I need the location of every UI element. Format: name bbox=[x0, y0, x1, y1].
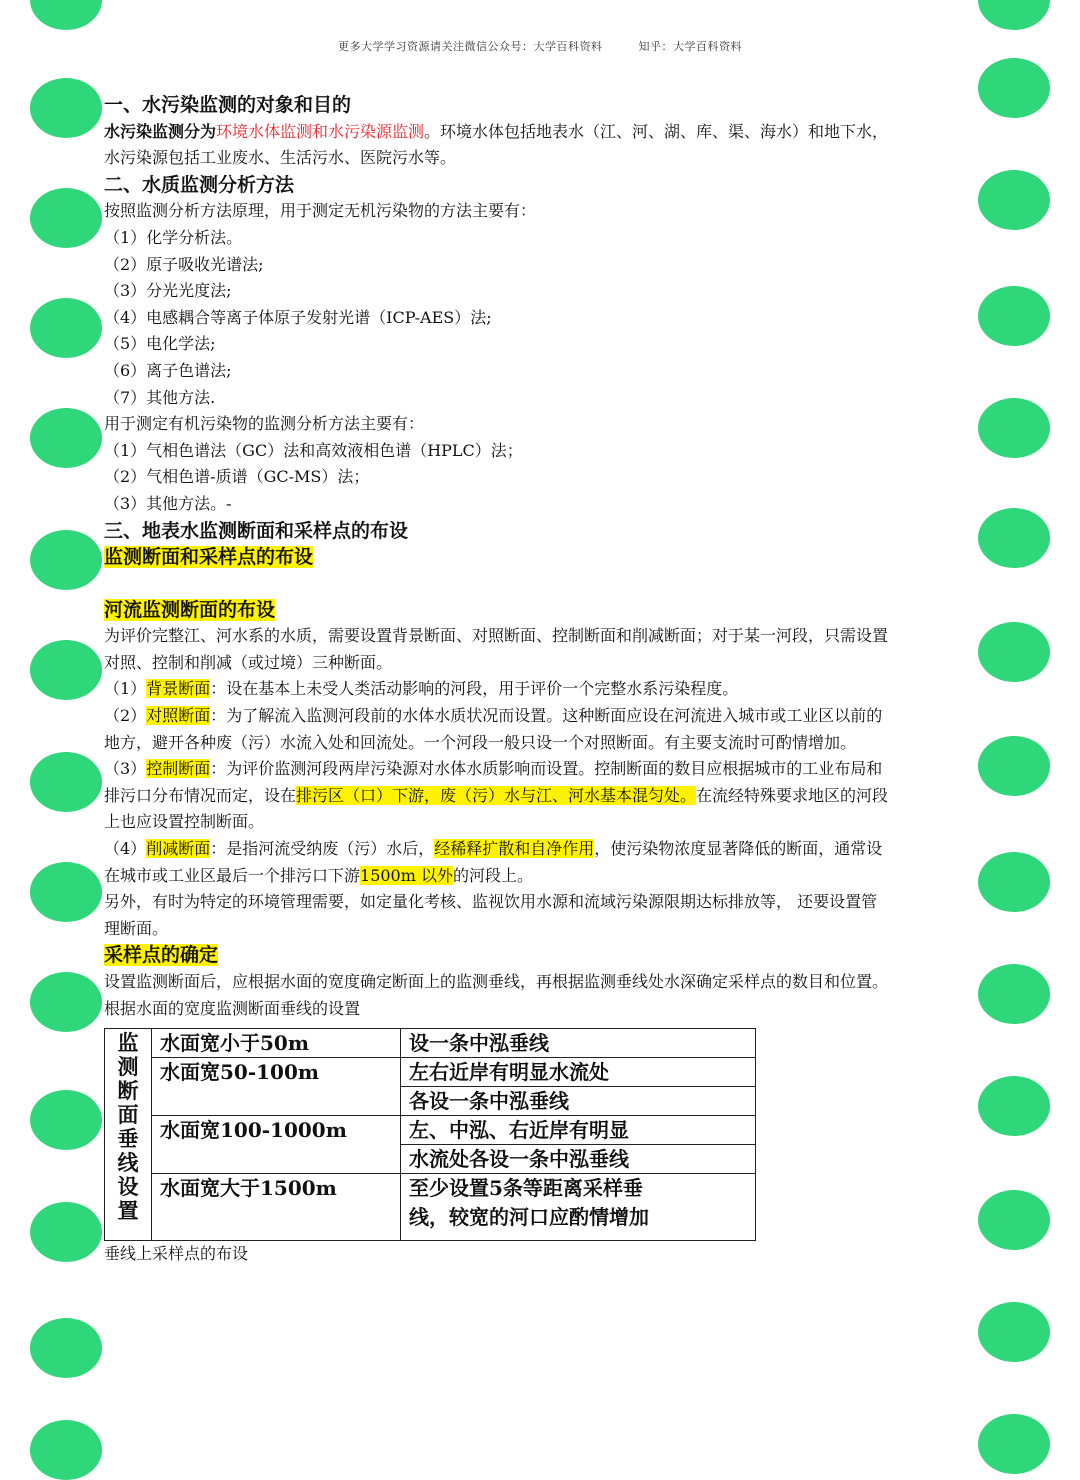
ring-dot-left bbox=[30, 1202, 102, 1262]
inorganic-item: （5）电化学法; bbox=[104, 334, 216, 354]
inorganic-item: （2）原子吸收光谱法; bbox=[104, 254, 264, 274]
ring-dot-right bbox=[978, 1302, 1050, 1362]
ring-dot-right bbox=[978, 964, 1050, 1024]
section-3-title: 三、地表水监测断面和采样点的布设 bbox=[104, 519, 409, 542]
p1-rest: 。环境水体包括地表水（江、河、湖、库、渠、海水）和地下水， bbox=[424, 121, 889, 141]
ring-dot-left bbox=[30, 1420, 102, 1480]
ring-dot-left bbox=[30, 972, 102, 1032]
subheading-sampling bbox=[104, 942, 976, 969]
item-text-line bbox=[104, 863, 976, 890]
ring-dot-right bbox=[978, 58, 1050, 118]
ring-dot-right bbox=[978, 286, 1050, 346]
subheading-river bbox=[104, 597, 976, 624]
highlight: 排污区（口）下游，废（污）水与江、河水基本混匀处。 bbox=[296, 785, 697, 805]
table-cell-rule: 线，较宽的河口应酌情增加 bbox=[401, 1203, 756, 1241]
item-text-line bbox=[104, 783, 976, 810]
ring-dot-right bbox=[978, 0, 1050, 30]
inorganic-item: （7）其他方法. bbox=[104, 387, 216, 407]
item-text: ：为评价监测河段两岸污染源对水体水质影响而设置。控制断面的数目应根据城市的工业布局和 bbox=[210, 759, 883, 779]
table-cell-rule: 各设一条中泓垂线 bbox=[401, 1087, 756, 1116]
header-char: 设 bbox=[117, 1174, 139, 1200]
ring-dot-right bbox=[978, 736, 1050, 796]
highlight: 对照断面 bbox=[146, 706, 211, 726]
ring-dot-right bbox=[978, 1190, 1050, 1250]
inorganic-item: （3）分光光度法; bbox=[104, 281, 232, 301]
item-text: 在城市或工业区最后一个排污口下游 bbox=[104, 865, 361, 885]
table-cell-width: 水面宽大于1500m bbox=[152, 1174, 401, 1241]
highlight: 背景断面 bbox=[146, 679, 211, 699]
ring-dot-left bbox=[30, 408, 102, 468]
table-cell-width: 水面宽小于50m bbox=[152, 1029, 401, 1058]
item-text: 在流经特殊要求地区的河段 bbox=[696, 785, 889, 805]
ring-dot-left bbox=[30, 78, 102, 138]
table-cell-rule: 左右近岸有明显水流处 bbox=[401, 1058, 756, 1087]
after-table-text: 垂线上采样点的布设 bbox=[104, 1244, 249, 1264]
item-text: ：是指河流受纳废（污）水后， bbox=[210, 839, 435, 859]
table-vertical-header bbox=[105, 1029, 152, 1241]
header-char: 置 bbox=[117, 1198, 139, 1224]
item-text: ：设在基本上未受人类活动影响的河段，用于评价一个完整水系污染程度。 bbox=[210, 679, 739, 699]
item-text-line: 地方，避开各种废（污）水流入处和回流处。一个河段一般只设一个对照断面。有主要支流时可酌情增加。 bbox=[104, 732, 857, 752]
header-wechat-note: 更多大学学习资源请关注微信公众号：大学百科资料 bbox=[338, 40, 603, 53]
organic-item: （2）气相色谱-质谱（GC-MS）法； bbox=[104, 467, 370, 487]
header-char: 垂 bbox=[117, 1126, 139, 1152]
item-text: 排污口分布情况而定，设在 bbox=[104, 785, 297, 805]
organic-item: （1）气相色谱法（GC）法和高效液相色谱（HPLC）法； bbox=[104, 440, 523, 460]
ring-dot-left bbox=[30, 298, 102, 358]
header-char: 监 bbox=[117, 1030, 139, 1056]
item-text: 的河段上。 bbox=[453, 865, 534, 885]
highlight: 河流监测断面的布设 bbox=[104, 598, 276, 621]
ring-dot-left bbox=[30, 1090, 102, 1150]
table-cell-rule: 左、中泓、右近岸有明显 bbox=[401, 1116, 756, 1145]
item-number: （1） bbox=[104, 679, 147, 699]
header-char: 面 bbox=[117, 1102, 139, 1128]
sampling-paragraph-2: 根据水面的宽度监测断面垂线的设置 bbox=[104, 998, 361, 1018]
organic-intro: 用于测定有机污染物的监测分析方法主要有： bbox=[104, 414, 425, 434]
table-cell-rule: 水流处各设一条中泓垂线 bbox=[401, 1145, 756, 1174]
section-1-paragraph-2: 水污染源包括工业废水、生活污水、医院污水等。 bbox=[104, 148, 457, 168]
river-paragraph: 为评价完整江、河水系的水质，需要设置背景断面、对照断面、控制断面和削减断面；对于某一河段，只需设置 bbox=[104, 626, 889, 646]
item-text-line: 上也应设置控制断面。 bbox=[104, 812, 265, 832]
highlight: 采样点的确定 bbox=[104, 944, 219, 967]
highlight: 监测断面和采样点的布设 bbox=[104, 546, 314, 569]
header-char: 断 bbox=[117, 1078, 139, 1104]
p1-red-text: 环境水体监测和水污染源监测 bbox=[216, 121, 425, 141]
ring-dot-right bbox=[978, 1414, 1050, 1474]
item-number: （2） bbox=[104, 706, 147, 726]
document-body bbox=[104, 92, 976, 1268]
organic-item: （3）其他方法。- bbox=[104, 493, 232, 513]
inorganic-item: （4）电感耦合等离子体原子发射光谱（ICP-AES）法; bbox=[104, 307, 492, 327]
item-text: ：为了解流入监测河段前的水体水质状况而设置。这种断面应设在河流进入城市或工业区以前的 bbox=[210, 706, 883, 726]
section-item-control bbox=[104, 756, 976, 783]
subheading-layout bbox=[104, 544, 976, 571]
highlight: 削减断面 bbox=[146, 839, 211, 859]
table-cell-rule: 至少设置5条等距离采样垂 bbox=[401, 1174, 756, 1203]
inorganic-item: （6）离子色谱法; bbox=[104, 360, 232, 380]
section-item-reduction bbox=[104, 836, 976, 863]
ring-dot-left bbox=[30, 640, 102, 700]
ring-dot-left bbox=[30, 862, 102, 922]
section-1-title: 一、水污染监测的对象和目的 bbox=[104, 94, 352, 116]
ring-dot-left bbox=[30, 1318, 102, 1378]
river-paragraph-2: 对照、控制和削减（或过境）三种断面。 bbox=[104, 652, 393, 672]
item-number: （4） bbox=[104, 839, 147, 859]
ring-dot-right bbox=[978, 508, 1050, 568]
inorganic-item: （1）化学分析法。 bbox=[104, 227, 243, 247]
section-item-background bbox=[104, 676, 976, 703]
ring-dot-right bbox=[978, 398, 1050, 458]
highlight: 1500m 以外 bbox=[360, 865, 453, 885]
ring-dot-left bbox=[30, 188, 102, 248]
vertical-line-table bbox=[104, 1028, 756, 1241]
table-cell-rule: 设一条中泓垂线 bbox=[401, 1029, 756, 1058]
header-char: 线 bbox=[117, 1150, 139, 1176]
ring-dot-left bbox=[30, 0, 102, 30]
inorganic-intro: 按照监测分析方法原理，用于测定无机污染物的方法主要有： bbox=[104, 201, 537, 221]
section-item-control-ref bbox=[104, 703, 976, 730]
section-2-title: 二、水质监测分析方法 bbox=[104, 173, 295, 196]
item-number: （3） bbox=[104, 759, 147, 779]
ring-dot-left bbox=[30, 530, 102, 590]
ring-dot-right bbox=[978, 852, 1050, 912]
highlight: 控制断面 bbox=[146, 759, 211, 779]
ring-dot-left bbox=[30, 752, 102, 812]
highlight: 经稀释扩散和自净作用 bbox=[434, 839, 595, 859]
sampling-paragraph: 设置监测断面后，应根据水面的宽度确定断面上的监测垂线，再根据监测垂线处水深确定采样点的数目和位置。 bbox=[104, 972, 889, 991]
section-1-paragraph bbox=[104, 119, 976, 146]
ring-dot-right bbox=[978, 170, 1050, 230]
header-char: 测 bbox=[117, 1054, 139, 1080]
table-cell-width: 水面宽100-1000m bbox=[152, 1116, 401, 1174]
item-text: ，使污染物浓度显著降低的断面，通常设 bbox=[594, 839, 883, 859]
ring-dot-right bbox=[978, 1076, 1050, 1136]
table-cell-width: 水面宽50-100m bbox=[152, 1058, 401, 1116]
header-zhihu-note: 知乎：大学百科资料 bbox=[638, 40, 742, 53]
extra-paragraph-2: 理断面。 bbox=[104, 918, 169, 938]
p1-lead: 水污染监测分为 bbox=[104, 121, 217, 141]
page-header bbox=[0, 38, 1080, 54]
ring-dot-right bbox=[978, 622, 1050, 682]
extra-paragraph: 另外，有时为特定的环境管理需要，如定量化考核、监视饮用水源和流域污染源限期达标排放等， 还要设置管 bbox=[104, 892, 878, 912]
